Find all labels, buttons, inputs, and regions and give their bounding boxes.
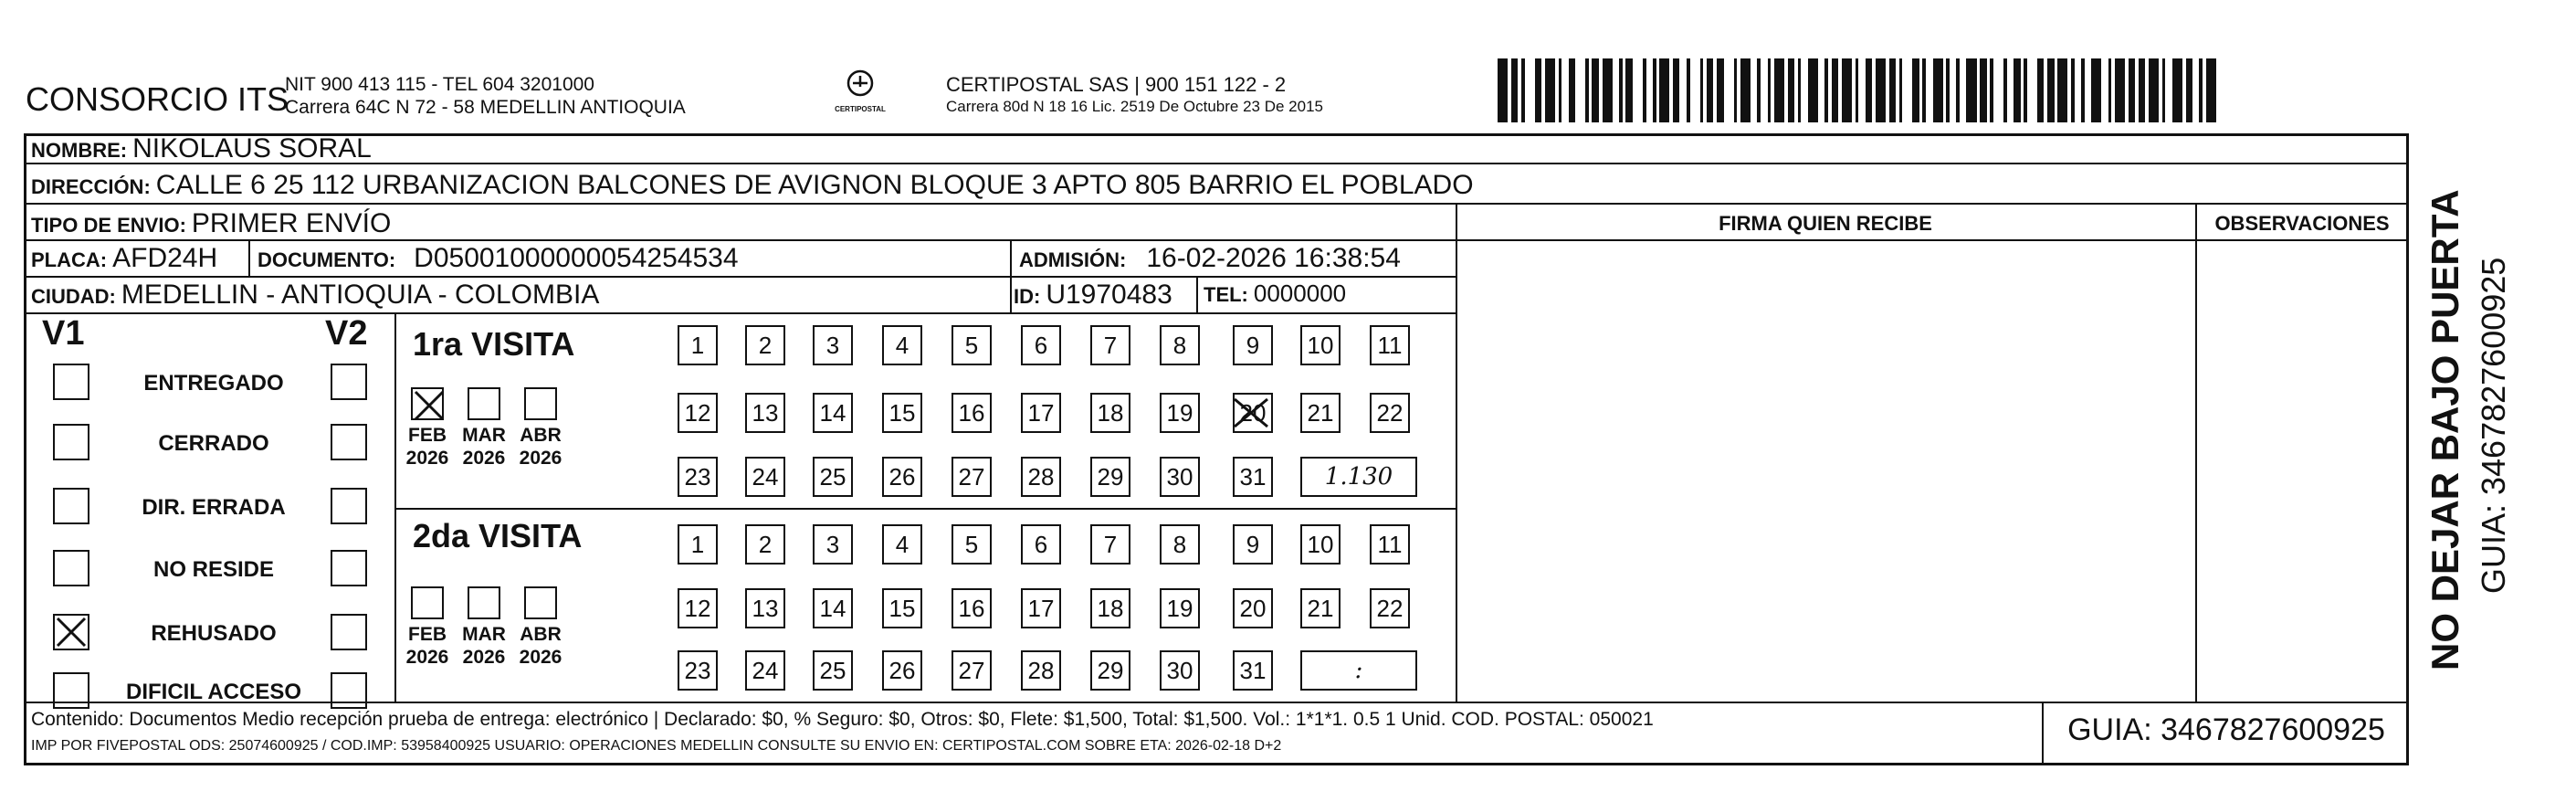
day-box[interactable]: 20 (1233, 588, 1273, 628)
admision-value: 16-02-2026 16:38:54 (1146, 243, 1401, 273)
v2-checkbox[interactable] (331, 550, 367, 586)
month-checkbox[interactable] (468, 586, 500, 619)
v1-checkbox[interactable] (53, 550, 89, 586)
v2-checkbox[interactable] (331, 672, 367, 709)
day-box[interactable]: 28 (1021, 457, 1061, 497)
placa-value: AFD24H (112, 243, 218, 273)
day-box[interactable]: 13 (745, 588, 785, 628)
tel-row (1204, 280, 1346, 308)
day-box[interactable]: 21 (1300, 393, 1341, 433)
courier-line: CERTIPOSTAL SAS | 900 151 122 - 2 (946, 73, 1287, 96)
day-box[interactable]: 11 (1370, 524, 1410, 565)
day-box[interactable]: 7 (1090, 524, 1130, 565)
day-box[interactable]: 6 (1021, 325, 1061, 365)
side-guia: GUIA: 3467827600925 (2475, 257, 2512, 594)
courier-info (946, 73, 1323, 118)
logo-icon (842, 68, 878, 100)
day-box[interactable]: 18 (1090, 393, 1130, 433)
month-label: ABR 2026 (519, 624, 563, 668)
day-box[interactable]: 9 (1233, 524, 1273, 565)
day-box[interactable]: 8 (1160, 524, 1200, 565)
month-label: ABR 2026 (519, 425, 563, 469)
day-box[interactable]: 12 (678, 393, 718, 433)
x-mark-icon (1233, 397, 1269, 428)
month-checkbox[interactable] (524, 387, 557, 420)
day-box[interactable]: 12 (678, 588, 718, 628)
certipostal-logo (833, 68, 888, 113)
ciudad-row (31, 280, 599, 311)
day-box[interactable]: 6 (1021, 524, 1061, 565)
nit-line: NIT 900 413 115 - TEL 604 3201000 (285, 74, 594, 95)
tipo-label: TIPO DE ENVIO: (31, 214, 186, 237)
day-box[interactable]: 10 (1300, 524, 1341, 565)
day-box[interactable]: 25 (813, 457, 853, 497)
day-box[interactable]: 31 (1233, 457, 1273, 497)
day-box[interactable]: 30 (1160, 457, 1200, 497)
day-box[interactable]: 2 (745, 325, 785, 365)
day-box[interactable]: 2 (745, 524, 785, 565)
day-box[interactable]: 26 (882, 457, 922, 497)
day-box[interactable]: 31 (1233, 650, 1273, 691)
day-box[interactable]: 22 (1370, 588, 1410, 628)
placa-row (31, 243, 217, 274)
status-label: NO RESIDE (152, 557, 275, 582)
placa-label: PLACA: (31, 248, 108, 271)
barcode (1498, 58, 2221, 122)
v1-checkbox[interactable] (53, 364, 89, 400)
time-box[interactable]: : (1300, 650, 1417, 691)
v1-checkbox[interactable] (53, 488, 89, 524)
day-box[interactable]: 5 (952, 325, 992, 365)
company-name: CONSORCIO ITS (26, 80, 289, 118)
day-box[interactable]: 4 (882, 524, 922, 565)
documento-value: D05001000000054254534 (414, 243, 739, 273)
month-label: FEB 2026 (405, 425, 449, 469)
day-box[interactable]: 11 (1370, 325, 1410, 365)
day-box[interactable]: 16 (952, 588, 992, 628)
v1-checkbox[interactable] (53, 424, 89, 460)
day-box[interactable]: 21 (1300, 588, 1341, 628)
day-box[interactable]: 23 (678, 457, 718, 497)
documento-label: DOCUMENTO: (258, 248, 396, 271)
month-checkbox[interactable] (524, 586, 557, 619)
nombre-label: NOMBRE: (31, 139, 128, 162)
direccion-label: DIRECCIÓN: (31, 175, 151, 198)
day-box[interactable]: 5 (952, 524, 992, 565)
first-visit-title: 1ra VISITA (413, 325, 575, 363)
day-box[interactable]: 27 (952, 457, 992, 497)
admision-label: ADMISIÓN: (1019, 248, 1127, 271)
status-label: DIR. ERRADA (142, 495, 286, 520)
day-box[interactable]: 17 (1021, 588, 1061, 628)
imp-line: IMP POR FIVEPOSTAL ODS: 25074600925 / COD.IMP: 53958400925 USUARIO: OPERACIONES MEDELLIN CONSULTE SU ENVIO EN: CERTIPOSTAL.COM SOBRE ETA: 2026-02-18 D+2 (31, 738, 1282, 754)
day-box[interactable]: 1 (678, 524, 718, 565)
day-box[interactable]: 23 (678, 650, 718, 691)
status-label: CERRADO (158, 431, 269, 456)
tipo-row (31, 208, 391, 239)
day-box[interactable]: 28 (1021, 650, 1061, 691)
day-box[interactable]: 1 (678, 325, 718, 365)
day-box[interactable]: 19 (1160, 588, 1200, 628)
v2-checkbox[interactable] (331, 614, 367, 650)
id-label: ID: (1014, 285, 1041, 308)
company-info (285, 73, 686, 119)
month-label: FEB 2026 (405, 624, 449, 668)
day-box[interactable]: 19 (1160, 393, 1200, 433)
day-box[interactable]: 3 (813, 325, 853, 365)
ciudad-value: MEDELLIN - ANTIOQUIA - COLOMBIA (121, 280, 600, 310)
observaciones-label: OBSERVACIONES (2214, 212, 2390, 235)
day-box[interactable]: 14 (813, 393, 853, 433)
day-box[interactable]: 16 (952, 393, 992, 433)
direccion-row (31, 170, 1474, 201)
logo-text: CERTIPOSTAL (835, 105, 886, 113)
admision-row (1019, 243, 1401, 274)
direccion-value: CALLE 6 25 112 URBANIZACION BALCONES DE AVIGNON BLOQUE 3 APTO 805 BARRIO EL POBLADO (155, 170, 1474, 200)
day-box[interactable]: 3 (813, 524, 853, 565)
v2-checkbox[interactable] (331, 364, 367, 400)
footer-guia: GUIA: 3467827600925 (2067, 712, 2385, 747)
x-mark-icon (55, 616, 88, 649)
month-label: MAR 2026 (462, 425, 506, 469)
day-box[interactable]: 15 (882, 393, 922, 433)
month-checkbox[interactable] (411, 387, 444, 420)
courier-license: Carrera 80d N 18 16 Lic. 2519 De Octubre 23 De 2015 (946, 98, 1323, 115)
day-box[interactable]: 26 (882, 650, 922, 691)
month-checkbox[interactable] (468, 387, 500, 420)
v2-checkbox[interactable] (331, 424, 367, 460)
day-box[interactable]: 7 (1090, 325, 1130, 365)
day-box[interactable]: 18 (1090, 588, 1130, 628)
documento-row (258, 243, 739, 274)
month-checkbox[interactable] (411, 586, 444, 619)
no-dejar-bajo-puerta: NO DEJAR BAJO PUERTA (2424, 189, 2466, 670)
day-box[interactable]: 17 (1021, 393, 1061, 433)
status-label: DIFICIL ACCESO (125, 680, 301, 704)
day-box[interactable]: 29 (1090, 457, 1130, 497)
day-box[interactable]: 14 (813, 588, 853, 628)
status-label: ENTREGADO (143, 371, 284, 396)
id-value: U1970483 (1046, 280, 1172, 310)
id-row (1014, 280, 1172, 311)
v2-label: V2 (325, 314, 368, 353)
day-box[interactable]: 27 (952, 650, 992, 691)
v2-checkbox[interactable] (331, 488, 367, 524)
second-visit-title: 2da VISITA (413, 517, 583, 554)
day-box[interactable]: 8 (1160, 325, 1200, 365)
day-box[interactable]: 4 (882, 325, 922, 365)
time-box[interactable]: 1.130 (1300, 457, 1417, 497)
day-box[interactable]: 24 (745, 650, 785, 691)
day-box[interactable]: 13 (745, 393, 785, 433)
nombre-row (31, 133, 372, 164)
status-label: REHUSADO (151, 621, 277, 646)
v1-checkbox[interactable] (53, 672, 89, 709)
contenido-line: Contenido: Documentos Medio recepción prueba de entrega: electrónico | Declarado: $0, % Seguro: $0, Otros: $0, Flete: $1,500, Total: $1,500. Vol.: 1*1*1. 0.5 1 Unid. COD. POSTAL: 050021 (31, 709, 1654, 730)
tel-value: 0000000 (1253, 280, 1347, 307)
day-box[interactable]: 24 (745, 457, 785, 497)
day-box[interactable]: 9 (1233, 325, 1273, 365)
day-box[interactable]: 25 (813, 650, 853, 691)
address-line: Carrera 64C N 72 - 58 MEDELLIN ANTIOQUIA (285, 97, 686, 118)
x-mark-icon (413, 389, 446, 422)
ciudad-label: CIUDAD: (31, 285, 116, 308)
day-box[interactable]: 29 (1090, 650, 1130, 691)
v1-label: V1 (42, 314, 85, 353)
day-box[interactable]: 20 (1233, 393, 1273, 433)
day-box[interactable]: 15 (882, 588, 922, 628)
firma-label: FIRMA QUIEN RECIBE (1719, 212, 1932, 235)
nombre-value: NIKOLAUS SORAL (132, 133, 372, 164)
tipo-value: PRIMER ENVÍO (191, 208, 392, 238)
day-box[interactable]: 30 (1160, 650, 1200, 691)
tel-label: TEL: (1204, 283, 1248, 306)
v1-checkbox[interactable] (53, 614, 89, 650)
day-box[interactable]: 10 (1300, 325, 1341, 365)
day-box[interactable]: 22 (1370, 393, 1410, 433)
month-label: MAR 2026 (462, 624, 506, 668)
